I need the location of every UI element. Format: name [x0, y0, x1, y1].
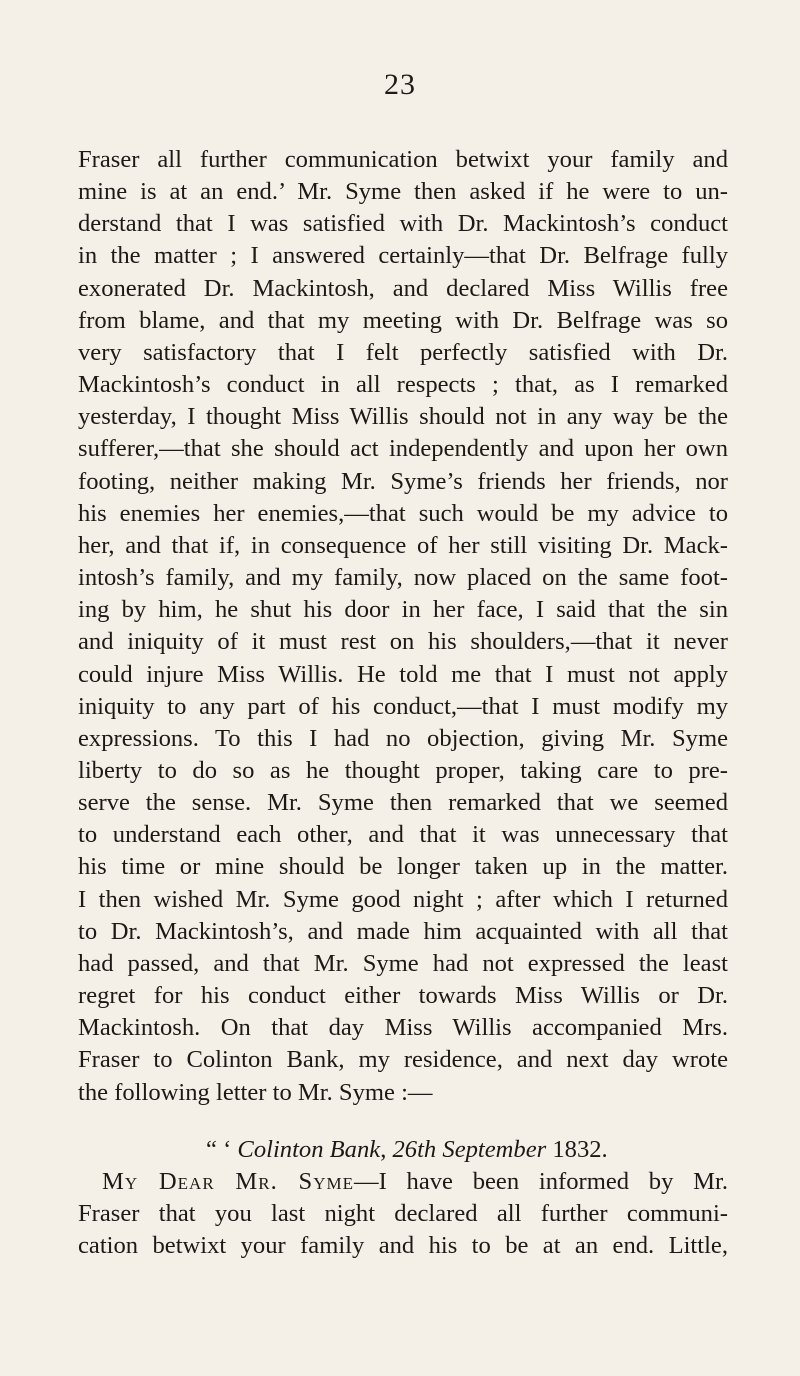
text-line: serve the sense. Mr. Syme then remarked that we seemed: [78, 789, 728, 817]
opening-quotes: “ ‘: [206, 1135, 232, 1163]
text-line: Fraser to Colinton Bank, my residence, and next day wrote: [78, 1046, 728, 1074]
text-line: Mackintosh. On that day Miss Willis accompanied Mrs.: [78, 1014, 728, 1042]
body-text: [78, 144, 728, 1262]
letter-salutation-line: [78, 1166, 728, 1198]
text-line: sufferer,—that she should act independently and upon her own: [78, 435, 728, 463]
letter-day: 26th: [392, 1135, 437, 1163]
text-line: Fraser that you last night declared all further communi-: [78, 1200, 728, 1227]
text-line: regret for his conduct either towards Miss Willis or Dr.: [78, 982, 728, 1010]
text-line: in the matter ; I answered certainly—that Dr. Belfrage fully: [78, 242, 728, 270]
text-line: ing by him, he shut his door in her face, I said that the sin: [78, 596, 728, 624]
text-line: and iniquity of it must rest on his shoulders,—that it never: [78, 628, 728, 656]
letter-dateline: [78, 1134, 728, 1166]
text-line: liberty to do so as he thought proper, taking care to pre-: [78, 756, 728, 784]
text-line: to Dr. Mackintosh’s, and made him acquainted with all that: [78, 917, 728, 945]
text-line: intosh’s family, and my family, now placed on the same foot-: [78, 564, 728, 592]
paragraph-gap: [78, 1109, 728, 1134]
paragraph: [78, 144, 728, 1109]
text-line: could injure Miss Willis. He told me that I must not apply: [78, 660, 728, 688]
text-line: to understand each other, and that it was unnecessary that: [78, 821, 728, 849]
text-line: expressions. To this I had no objection, giving Mr. Syme: [78, 724, 728, 752]
text-line: Mackintosh’s conduct in all respects ; that, as I remarked: [78, 371, 728, 399]
text-line: derstand that I was satisfied with Dr. Mackintosh’s conduct: [78, 210, 728, 238]
page-number: 23: [384, 68, 416, 101]
text-line: iniquity to any part of his conduct,—that I must modify my: [78, 692, 728, 720]
text-line: Fraser all further communication betwixt your family and: [78, 146, 728, 173]
date-separator: ,: [380, 1135, 393, 1163]
letter-month: September: [442, 1135, 547, 1163]
text-line: yesterday, I thought Miss Willis should not in any way be the: [78, 403, 728, 431]
text-line: his time or mine should be longer taken up in the matter.: [78, 853, 728, 881]
text-line: had passed, and that Mr. Syme had not expressed the least: [78, 949, 728, 977]
text-line: from blame, and that my meeting with Dr. Belfrage was so: [78, 306, 728, 334]
text-line: exonerated Dr. Mackintosh, and declared Miss Willis free: [78, 274, 728, 302]
text-line: the following letter to Mr. Syme :—: [78, 1078, 433, 1106]
letter-year: 1832.: [552, 1135, 608, 1163]
text-line: her, and that if, in consequence of her still visiting Dr. Mack-: [78, 531, 728, 559]
text-line: cation betwixt your family and his to be at an end. Little,: [78, 1232, 728, 1260]
text-line: very satisfactory that I felt perfectly satisfied with Dr.: [78, 338, 728, 366]
letter-text: —I have been informed by Mr.: [353, 1167, 728, 1195]
text-line: his enemies her enemies,—that such would be my advice to: [78, 499, 728, 527]
letter-place: Colinton Bank: [237, 1135, 381, 1163]
letter: [78, 1134, 728, 1263]
text-line: mine is at an end.’ Mr. Syme then asked if he were to un-: [78, 178, 728, 206]
text-line: I then wished Mr. Syme good night ; after which I returned: [78, 885, 728, 913]
letter-salutation: My Dear Mr. Syme: [102, 1167, 354, 1195]
text-line: footing, neither making Mr. Syme’s friends her friends, nor: [78, 467, 728, 495]
